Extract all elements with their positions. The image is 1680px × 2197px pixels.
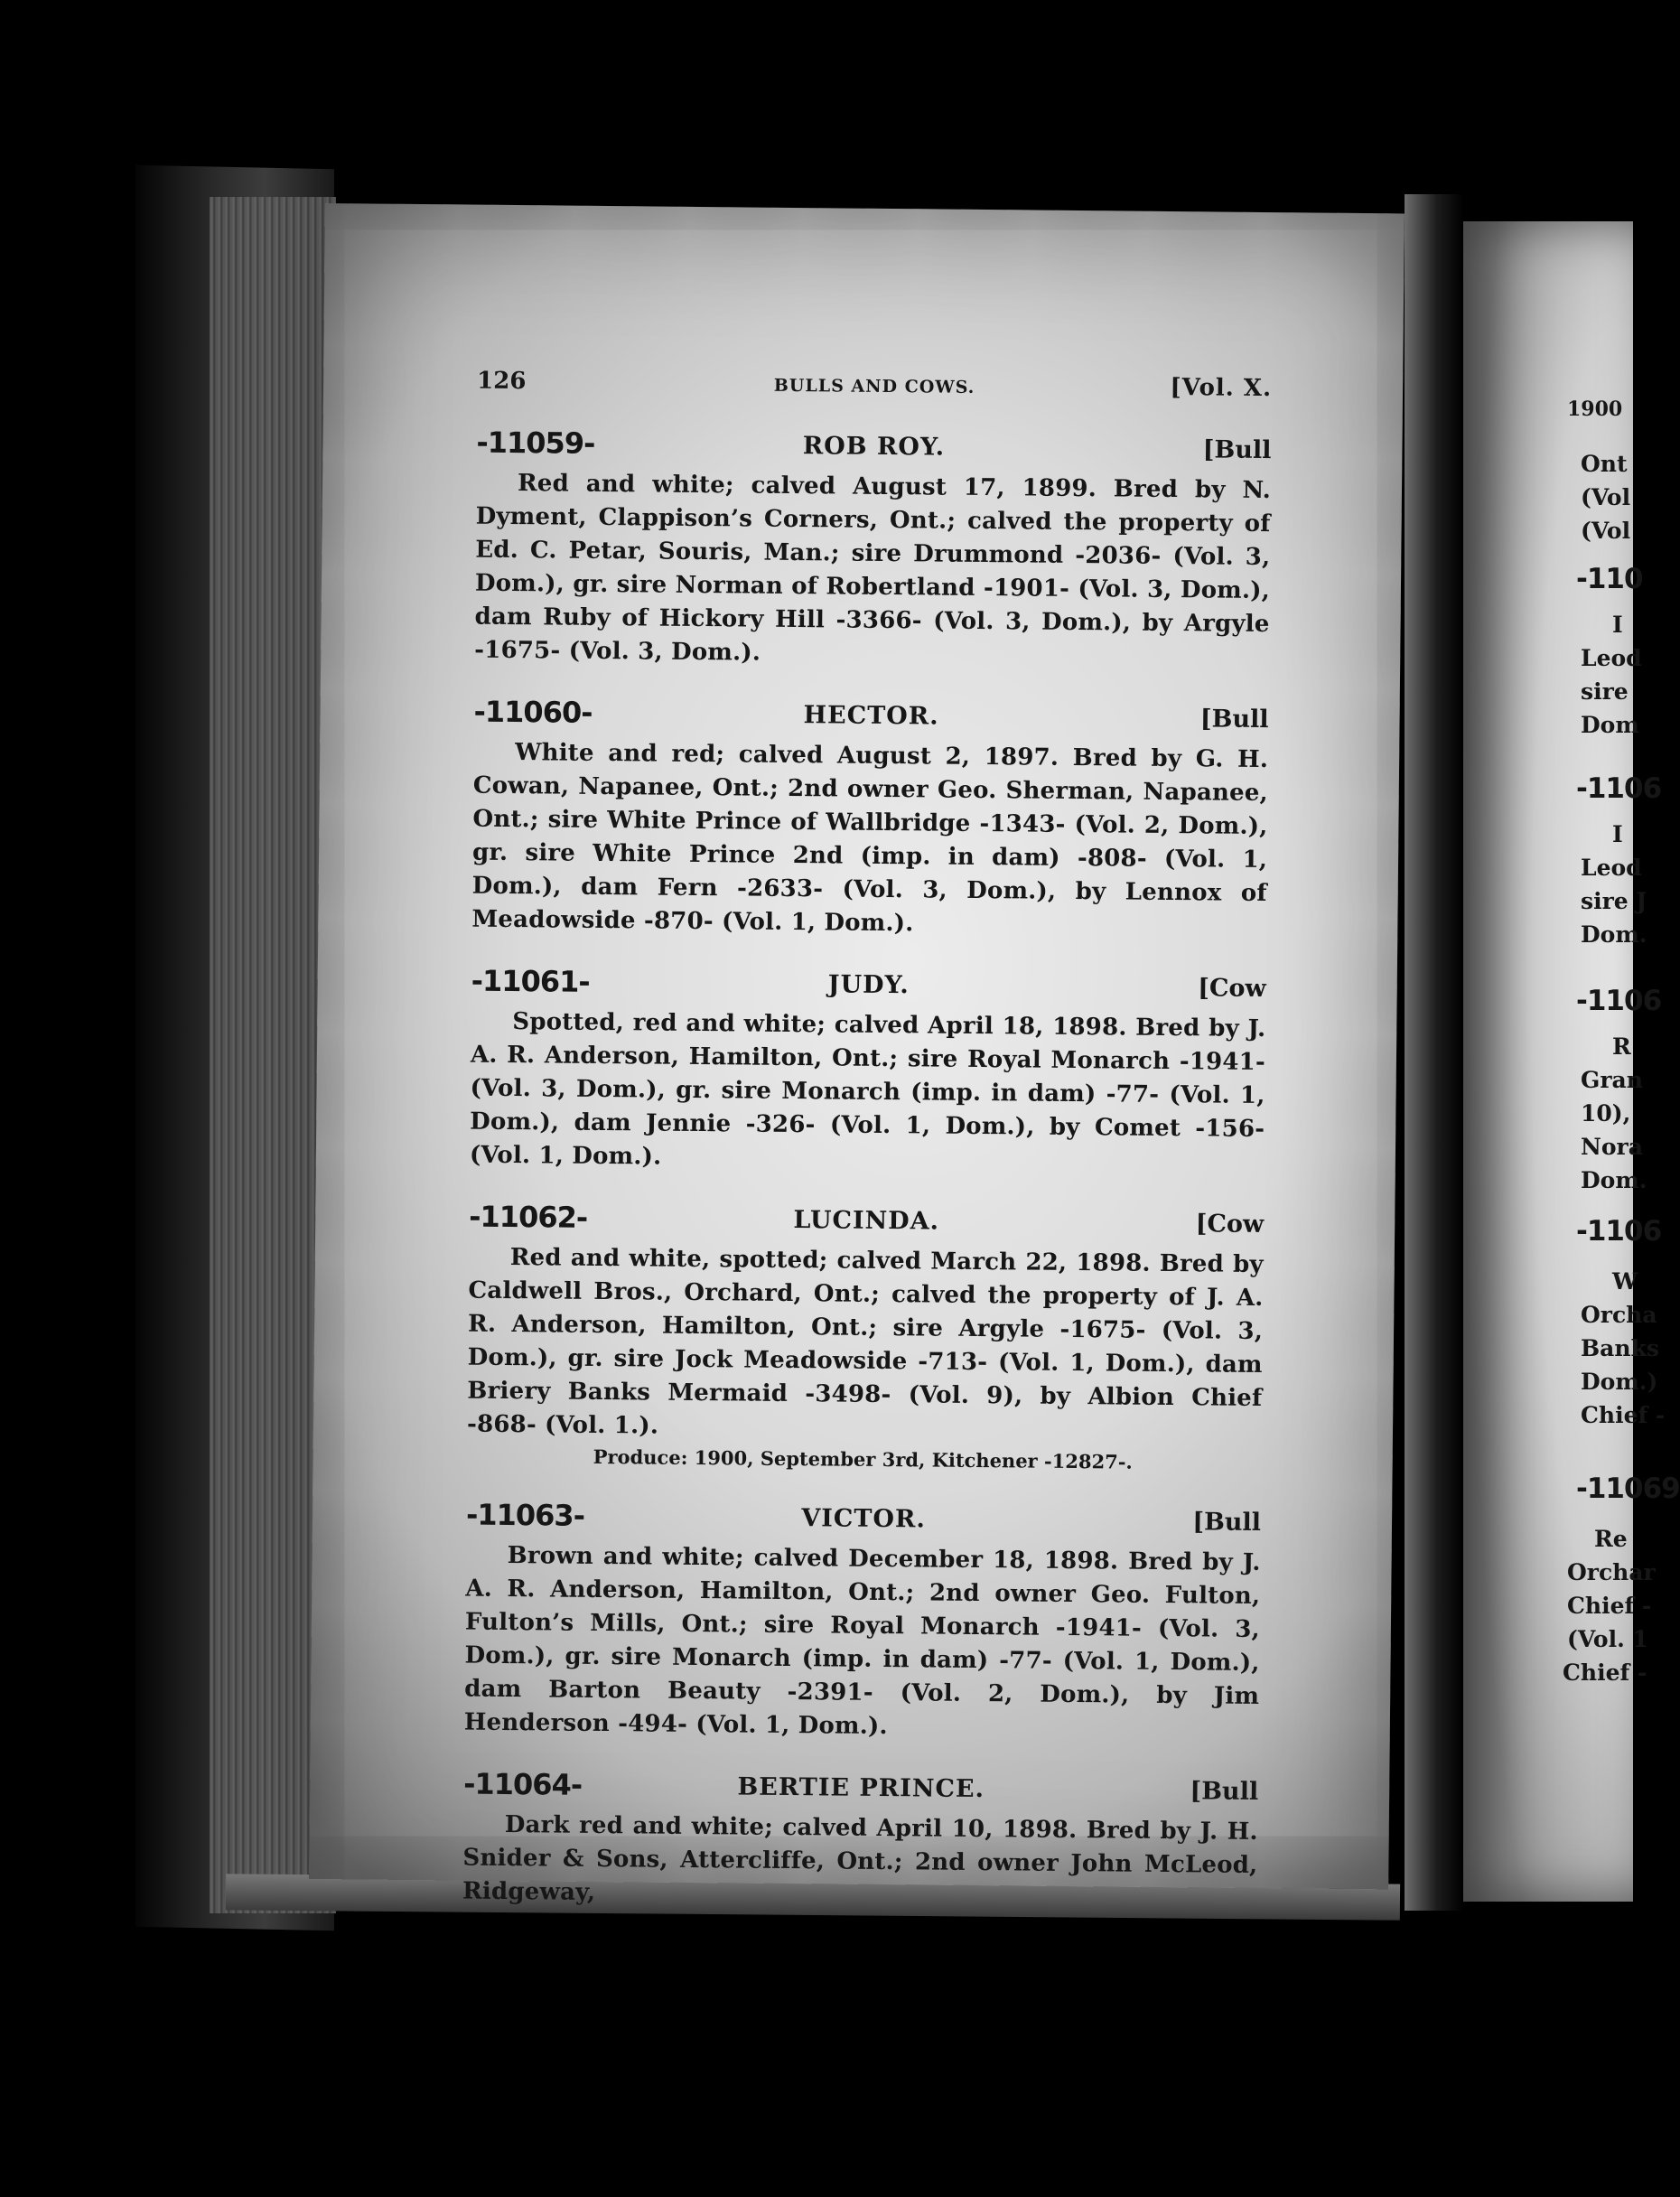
facing-page-fragment: sire J: [1581, 888, 1647, 914]
entry-name: HECTOR.: [803, 701, 939, 731]
facing-page-fragment: Nora: [1581, 1134, 1643, 1160]
entry: [467, 1200, 1265, 1478]
entry-text: Spotted, red and white; calved April 18, 1898. Bred by J. A. R. Anderson, Hamilton, Ont.; sire Royal Monarch -1941- (Vol. 3, Dom.), gr. sire Monarch (imp. in dam) -77- (Vol. 1, Dom.), dam Jennie -326- (Vol. 1, Dom.), by Comet -156- (Vol. 1, Dom.).: [469, 1008, 1266, 1171]
entry: [470, 964, 1266, 1180]
facing-page-fragment: Dom.): [1581, 1369, 1658, 1395]
entry-number: -11064-: [463, 1766, 583, 1802]
entry-sex: [Bull: [1192, 1508, 1262, 1538]
facing-page-fragment: Orcha: [1581, 1302, 1657, 1328]
facing-page-fragment: Gran: [1581, 1067, 1643, 1093]
facing-page: [1463, 221, 1680, 1902]
entry-name: JUDY.: [827, 970, 910, 1000]
facing-page-fragment: Orchar: [1567, 1559, 1656, 1585]
entry-text: Red and white; calved August 17, 1899. Bred by N. Dyment, Clappison’s Corners, Ont.; calved the property of Ed. C. Petar, Souris, Man.; sire Drummond -2036- (Vol. 3, Dom.), gr. sire Norman of Robertland -1901- (Vol. 3, Dom.), dam Ruby of Hickory Hill -3366- (Vol. 3, Dom.), by Argyle -1675- (Vol. 3, Dom.).: [474, 470, 1272, 667]
facing-page-fragment: [1576, 1215, 1661, 1249]
entry-text: Dark red and white; calved April 10, 1898. Bred by J. H. Snider & Sons, Attercliffe, Ont.; 2nd owner John McLeod, Ridgeway,: [462, 1810, 1258, 1906]
entry-name: BERTIE PRINCE.: [737, 1772, 985, 1804]
facing-page-fragment: [1576, 772, 1661, 807]
running-title: BULLS AND COWS.: [773, 375, 975, 397]
facing-page-fragment: Chief -: [1563, 1659, 1647, 1686]
facing-page-fragment: W: [1612, 1268, 1638, 1295]
entry: [464, 1498, 1262, 1747]
facing-page-fragment: [1576, 563, 1643, 597]
entry-number: -11060-: [473, 694, 593, 730]
running-head: [477, 368, 1272, 411]
book-gutter: [1405, 194, 1463, 1911]
entry-text: Red and white, spotted; calved March 22, 1898. Bred by Caldwell Bros., Orchard, Ont.; calved the property of J. A. R. Anderson, Hamilton, Ont.; sire Argyle -1675- (Vol. 3, Dom.), gr. sire Jock Meadowside -713- (Vol. 1, Dom.), dam Briery Banks Mermaid -3498- (Vol. 9), by Albion Chief -868- (Vol. 1.).: [466, 1244, 1264, 1440]
entry-heading: [463, 1767, 1258, 1812]
facing-page-number: -1106: [1576, 1215, 1662, 1248]
entry-text: Brown and white; calved December 18, 1898. Bred by J. A. R. Anderson, Hamilton, Ont.; 2nd owner Geo. Fulton, Fulton’s Mills, Ont.; sire Royal Monarch -1941- (Vol. 3, Dom.), gr. sire Monarch (imp. in dam) -77- (Vol. 1, Dom.), dam Barton Beauty -2391- (Vol. 2, Dom.), by Jim Henderson -494- (Vol. 1, Dom.).: [463, 1542, 1261, 1741]
entry-text: White and red; calved August 2, 1897. Bred by G. H. Cowan, Napanee, Ont.; 2nd owner Geo. Sherman, Napanee, Ont.; sire White Prince of Wallbridge -1343- (Vol. 2, Dom.), gr. sire White Prince 2nd (imp. in dam) -808- (Vol. 1, Dom.), dam Fern -2633- (Vol. 3, Dom.), by Lennox of Meadowside -870- (Vol. 1, Dom.).: [471, 739, 1269, 938]
facing-page-fragment: sire: [1581, 678, 1629, 705]
facing-page-fragment: Ont: [1581, 451, 1628, 477]
facing-page-number: -1106: [1576, 772, 1662, 805]
facing-page-fragment: Dom.: [1581, 1167, 1647, 1193]
facing-page-fragment: Leod: [1581, 645, 1642, 671]
facing-page-fragment: R: [1612, 1033, 1631, 1060]
entry-sex: [Bull: [1199, 705, 1269, 734]
facing-page-fragment: [1576, 985, 1661, 1019]
facing-page-fragment: I: [1612, 612, 1623, 638]
left-page: [309, 203, 1405, 1906]
entry-sex: [Cow: [1195, 1210, 1265, 1239]
facing-page-fragment: Leod: [1581, 855, 1642, 881]
facing-page-fragment: (Vol: [1581, 484, 1631, 510]
facing-page-fragment: (Vol: [1581, 518, 1631, 544]
entry-sex: [Bull: [1190, 1777, 1259, 1806]
facing-page-fragment: Chief -: [1567, 1593, 1652, 1619]
facing-page-fragment: (Vol. 1: [1567, 1626, 1648, 1652]
facing-page-fragment: Dom: [1581, 712, 1639, 738]
page-content: [462, 368, 1273, 1943]
entry-heading: [471, 964, 1266, 1009]
facing-page-fragment: Dom.: [1581, 921, 1647, 948]
facing-page-fragment: Chief -: [1581, 1402, 1666, 1428]
entry: [462, 1767, 1258, 1916]
facing-page-number: -1106: [1576, 985, 1662, 1017]
entry-number: -11059-: [476, 425, 595, 461]
entry-heading: [469, 1200, 1264, 1245]
facing-page-fragment: 10),: [1581, 1100, 1631, 1127]
produce-note: Produce: 1900, September 3rd, Kitchener -12827-.: [593, 1444, 1133, 1473]
facing-page-fragment: I: [1612, 821, 1623, 847]
entry-sex: [Cow: [1198, 974, 1266, 1004]
entry: [474, 425, 1272, 675]
entry: [471, 695, 1269, 944]
entry-name: LUCINDA.: [793, 1206, 940, 1236]
facing-page-fragment: [1576, 1472, 1680, 1507]
volume-label: [Vol. X.: [1170, 373, 1273, 403]
facing-page-fragment: Re: [1594, 1526, 1628, 1552]
entry-name: ROB ROY.: [802, 432, 946, 462]
entry-heading: [473, 695, 1268, 740]
page-number: 126: [476, 367, 527, 396]
entry-number: -11063-: [465, 1497, 585, 1533]
entry-heading: [476, 425, 1271, 471]
entry-heading: [466, 1498, 1261, 1543]
facing-page-number: -110: [1576, 563, 1643, 595]
facing-page-number: -11069: [1576, 1472, 1680, 1505]
facing-page-header: 1900: [1567, 397, 1623, 421]
entry-sex: [Bull: [1202, 435, 1272, 465]
entry-number: -11061-: [471, 963, 590, 999]
facing-page-fragment: Banks: [1581, 1335, 1659, 1361]
entry-number: -11062-: [469, 1199, 588, 1235]
entry-name: VICTOR.: [801, 1504, 926, 1534]
